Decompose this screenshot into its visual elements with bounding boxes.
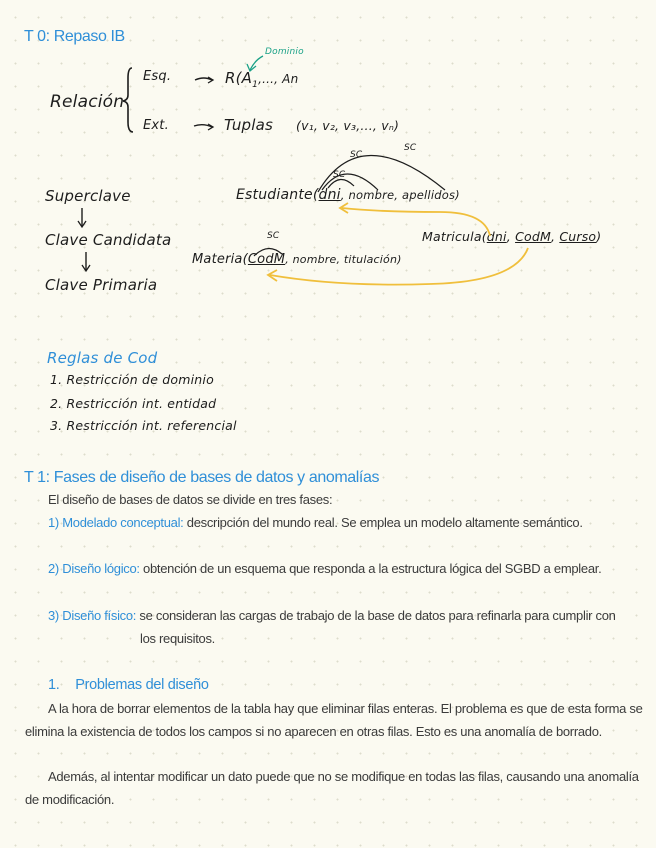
- problems-paragraph-line: Además, al intentar modificar un dato puede que no se modifique en todas las filas, causando una anomalía: [48, 769, 639, 784]
- phase-text: se consideran las cargas de trabajo de la base de datos para refinarla para cumplir con: [136, 608, 616, 623]
- problems-title: Problemas del diseño: [75, 677, 209, 693]
- estudiante-open: (: [312, 187, 319, 203]
- intro-text: El diseño de bases de datos se divide en tres fases:: [48, 492, 333, 507]
- sc-mark: SC: [350, 150, 363, 160]
- fk-arrow-codm: [270, 248, 528, 285]
- section-title-t1: T 1: Fases de diseño de bases de datos y anomalías: [24, 469, 380, 486]
- phase-item: [48, 608, 616, 623]
- problems-number: 1.: [48, 677, 60, 693]
- clave-primaria-label: Clave Primaria: [45, 276, 158, 294]
- regla-item: 1. Restricción de dominio: [50, 372, 214, 387]
- estudiante-attributes: , nombre, apellidos): [340, 188, 460, 202]
- phase-item: [48, 561, 601, 576]
- clave-candidata-label: Clave Candidata: [45, 231, 172, 249]
- extension-value: Tuplas: [224, 116, 274, 134]
- regla-item: 3. Restricción int. referencial: [50, 418, 237, 433]
- sc-mark: SC: [333, 170, 346, 180]
- problems-paragraph-line: de modificación.: [25, 792, 115, 807]
- phase-label: 3) Diseño físico:: [48, 608, 137, 623]
- regla-item: 2. Restricción int. entidad: [50, 396, 217, 411]
- phase-text: obtención de un esquema que responda a la estructura lógica del SGBD a emplear.: [139, 561, 602, 576]
- phase-label: 2) Diseño lógico:: [48, 561, 140, 576]
- materia-key: CodM: [247, 252, 286, 267]
- problems-paragraph-line: elimina la existencia de todos los campos si no aparecen en otras filas. Esto es una anomalía de borrado.: [25, 724, 602, 739]
- materia-open: (: [242, 252, 248, 267]
- dominio-arrow-icon: [250, 56, 263, 70]
- phase-item: [48, 515, 583, 530]
- dominio-note: Dominio: [265, 47, 304, 57]
- superclave-label: Superclave: [45, 187, 131, 205]
- sc-mark: SC: [404, 143, 417, 153]
- sc-mark: SC: [267, 231, 280, 241]
- sc-arc: [254, 248, 282, 256]
- problems-heading: [48, 677, 209, 693]
- extension-label: Ext.: [143, 118, 169, 133]
- matricula-key-codm: CodM: [515, 229, 551, 244]
- matricula-key-dni: dni: [486, 229, 507, 244]
- phase-label: 1) Modelado conceptual:: [48, 515, 184, 530]
- relacion-label: Relación: [50, 92, 125, 112]
- section-title-t0: T 0: Repaso IB: [24, 28, 125, 45]
- matricula-separator: ,: [550, 229, 560, 244]
- esquema-relation: R(A: [225, 69, 253, 87]
- matricula-close: ): [596, 229, 602, 244]
- phase-text: descripción del mundo real. Se emplea un modelo altamente semántico.: [183, 515, 583, 530]
- esquema-label: Esq.: [143, 69, 172, 84]
- matricula-separator: ,: [506, 229, 516, 244]
- estudiante-key: dni: [318, 187, 341, 203]
- sc-arc: [318, 155, 445, 192]
- matricula-name: Matricula: [422, 229, 482, 244]
- fk-arrow-dni: [342, 208, 490, 236]
- estudiante-name: Estudiante: [236, 187, 313, 203]
- esquema-attributes: ,..., An: [258, 72, 299, 86]
- materia-attributes: , nombre, titulación): [285, 253, 402, 266]
- phase-text-continuation: los requisitos.: [140, 631, 215, 646]
- reglas-title: Reglas de Cod: [47, 349, 158, 367]
- problems-paragraph-line: A la hora de borrar elementos de la tabla hay que eliminar filas enteras. El problema es que de esta forma se: [48, 701, 643, 716]
- matricula-key-curso: Curso: [559, 229, 597, 244]
- materia-name: Materia: [192, 252, 243, 267]
- matricula-open: (: [481, 229, 487, 244]
- esquema-subscript: 1: [252, 80, 259, 90]
- extension-tuple: (v₁, v₂, v₃,..., vₙ): [296, 118, 400, 133]
- relacion-brace: [123, 68, 133, 132]
- sc-arc: [328, 179, 354, 188]
